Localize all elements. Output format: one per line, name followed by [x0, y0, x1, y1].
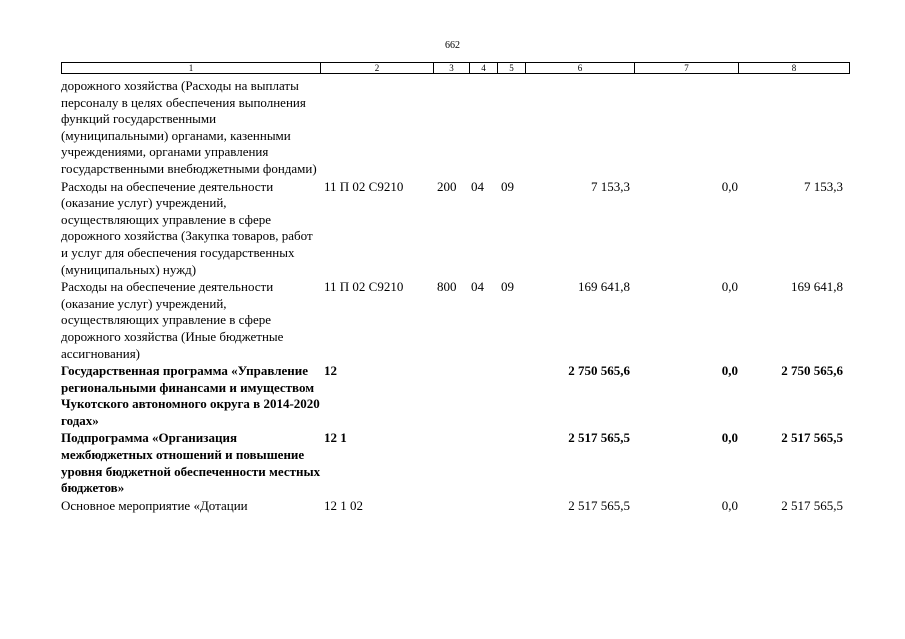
change-amount: 0,0: [721, 430, 738, 446]
amount: 2 517 565,5: [568, 430, 630, 446]
row-description: Подпрограмма «Организация межбюджетных отношений и повышение уровня бюджетной обеспеченности местных бюджетов»: [61, 430, 321, 496]
change-amount: 0,0: [721, 279, 738, 295]
row-description: Государственная программа «Управление региональными финансами и имуществом Чукотского автономного округа в 2014-2020 годах»: [61, 363, 320, 428]
header-col-1: 1: [62, 63, 321, 73]
total-amount: 2 750 565,6: [781, 363, 843, 379]
table-row: [61, 179, 850, 280]
table-row: [61, 363, 850, 430]
target-code: 12: [324, 363, 337, 379]
table-body: [61, 78, 850, 515]
header-col-6: 6: [526, 63, 635, 73]
section-code: 04: [471, 279, 484, 295]
row-description: Расходы на обеспечение деятельности (оказание услуг) учреждений, осуществляющих управление в сфере дорожного хозяйства (Иные бюджетные ассигнования): [61, 279, 284, 361]
table-row: [61, 498, 850, 516]
subsection-code: 09: [501, 279, 514, 295]
table-row: [61, 430, 850, 497]
row-description: Расходы на обеспечение деятельности (оказание услуг) учреждений, осуществляющих управление в сфере дорожного хозяйства (Закупка товаров, работ и услуг для обеспечения государственных (муниципальных) нужд): [61, 178, 313, 277]
amount: 2 750 565,6: [568, 363, 630, 379]
change-amount: 0,0: [721, 497, 738, 513]
target-code: 12 1: [324, 430, 347, 446]
table-row: [61, 279, 850, 363]
total-amount: 2 517 565,5: [781, 430, 843, 446]
header-col-7: 7: [635, 63, 739, 73]
subsection-code: 09: [501, 178, 514, 194]
header-col-8: 8: [791, 63, 797, 73]
target-code: 11 П 02 С9210: [324, 178, 404, 194]
total-amount: 7 153,3: [804, 178, 843, 194]
target-code: 12 1 02: [324, 497, 363, 513]
row-description: дорожного хозяйства (Расходы на выплаты персоналу в целях обеспечения выполнения функций государственными (муниципальными) органами, казенными учреждениями, органами управления государственными внебюджетными фондами): [61, 78, 317, 176]
total-amount: 2 517 565,5: [781, 497, 843, 513]
target-code: 11 П 02 С9210: [324, 279, 404, 295]
header-col-2: 2: [321, 63, 434, 73]
expense-type: 200: [437, 178, 457, 194]
change-amount: 0,0: [721, 178, 738, 194]
amount: 169 641,8: [578, 279, 630, 295]
page-number: 662: [445, 40, 460, 51]
table-row: [61, 78, 850, 179]
header-col-3: 3: [434, 63, 470, 73]
header-col-4: 4: [470, 63, 498, 73]
total-amount: 169 641,8: [791, 279, 843, 295]
expense-type: 800: [437, 279, 457, 295]
amount: 7 153,3: [591, 178, 630, 194]
section-code: 04: [471, 178, 484, 194]
amount: 2 517 565,5: [568, 497, 630, 513]
table-header: [61, 62, 850, 74]
header-col-5: 5: [498, 63, 526, 73]
change-amount: 0,0: [721, 363, 738, 379]
row-description: Основное мероприятие «Дотации: [61, 497, 248, 513]
